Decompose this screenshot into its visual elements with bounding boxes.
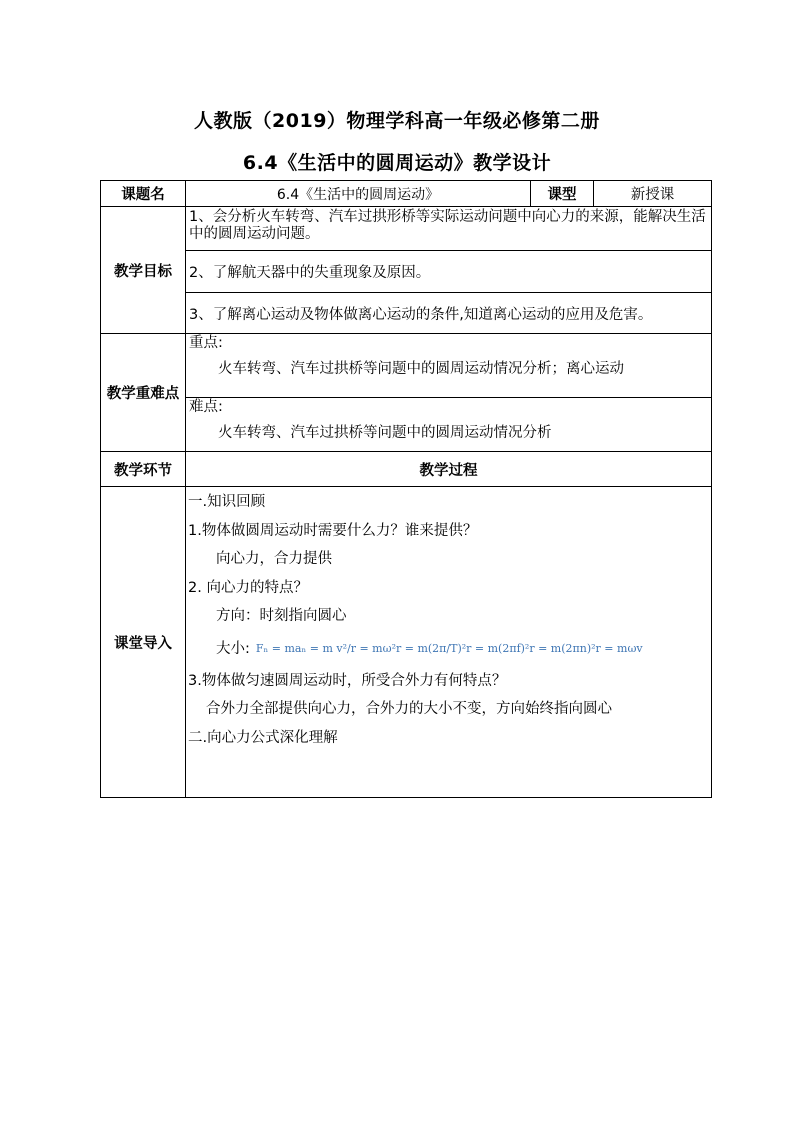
topic-value: 6.4《生活中的圆周运动》 (186, 181, 531, 207)
type-label: 课型 (531, 181, 594, 207)
document-subtitle: 6.4《生活中的圆周运动》教学设计 (242, 152, 552, 174)
difficult-point-title: 难点: (189, 399, 223, 415)
review-title: 一.知识回顾 (188, 494, 266, 510)
lesson-plan-table (100, 180, 712, 798)
stage-label: 教学环节 (101, 452, 186, 487)
question-1: 1.物体做圆周运动时需要什么力？谁来提供？ (188, 522, 478, 539)
question-2: 2. 向心力的特点？ (188, 579, 308, 596)
intro-content (186, 487, 712, 798)
centripetal-force-formula: Fₙ = maₙ = m v²/r = mω²r = m(2π/T)²r = m(2πf)²r = m(2πn)²r = mωv (255, 641, 643, 655)
size-label: 大小: (216, 640, 250, 657)
key-point-cell (186, 334, 712, 398)
answer-1: 向心力，合力提供 (216, 551, 332, 567)
difficult-point-cell (186, 398, 712, 452)
process-label: 教学过程 (186, 452, 712, 487)
section-2-title: 二.向心力公式深化理解 (188, 729, 338, 746)
difficult-point-text: 火车转弯、汽车过拱桥等问题中的圆周运动情况分析 (218, 425, 552, 441)
question-3: 3.物体做匀速圆周运动时，所受合外力有何特点？ (188, 672, 507, 689)
answer-3: 合外力全部提供向心力，合外力的大小不变，方向始终指向圆心 (206, 701, 612, 717)
answer-2-direction: 方向：时刻指向圆心 (216, 608, 347, 624)
key-point-title: 重点: (189, 335, 223, 351)
key-point-text: 火车转弯、汽车过拱桥等问题中的圆周运动情况分析；离心运动 (218, 361, 624, 377)
type-value: 新授课 (594, 181, 712, 207)
objective-3: 3、了解离心运动及物体做离心运动的条件,知道离心运动的应用及危害。 (186, 293, 712, 334)
key-difficult-label: 教学重难点 (101, 334, 186, 452)
objectives-label: 教学目标 (101, 207, 186, 334)
topic-label: 课题名 (101, 181, 186, 207)
answer-2-size (186, 631, 711, 667)
objective-1: 1、会分析火车转弯、汽车过拱形桥等实际运动问题中向心力的来源，能解决生活中的圆周运动问题。 (186, 207, 712, 251)
document-title: 人教版（2019）物理学科高一年级必修第二册 (194, 110, 600, 132)
objective-2: 2、了解航天器中的失重现象及原因。 (186, 251, 712, 293)
intro-label: 课堂导入 (101, 487, 186, 798)
